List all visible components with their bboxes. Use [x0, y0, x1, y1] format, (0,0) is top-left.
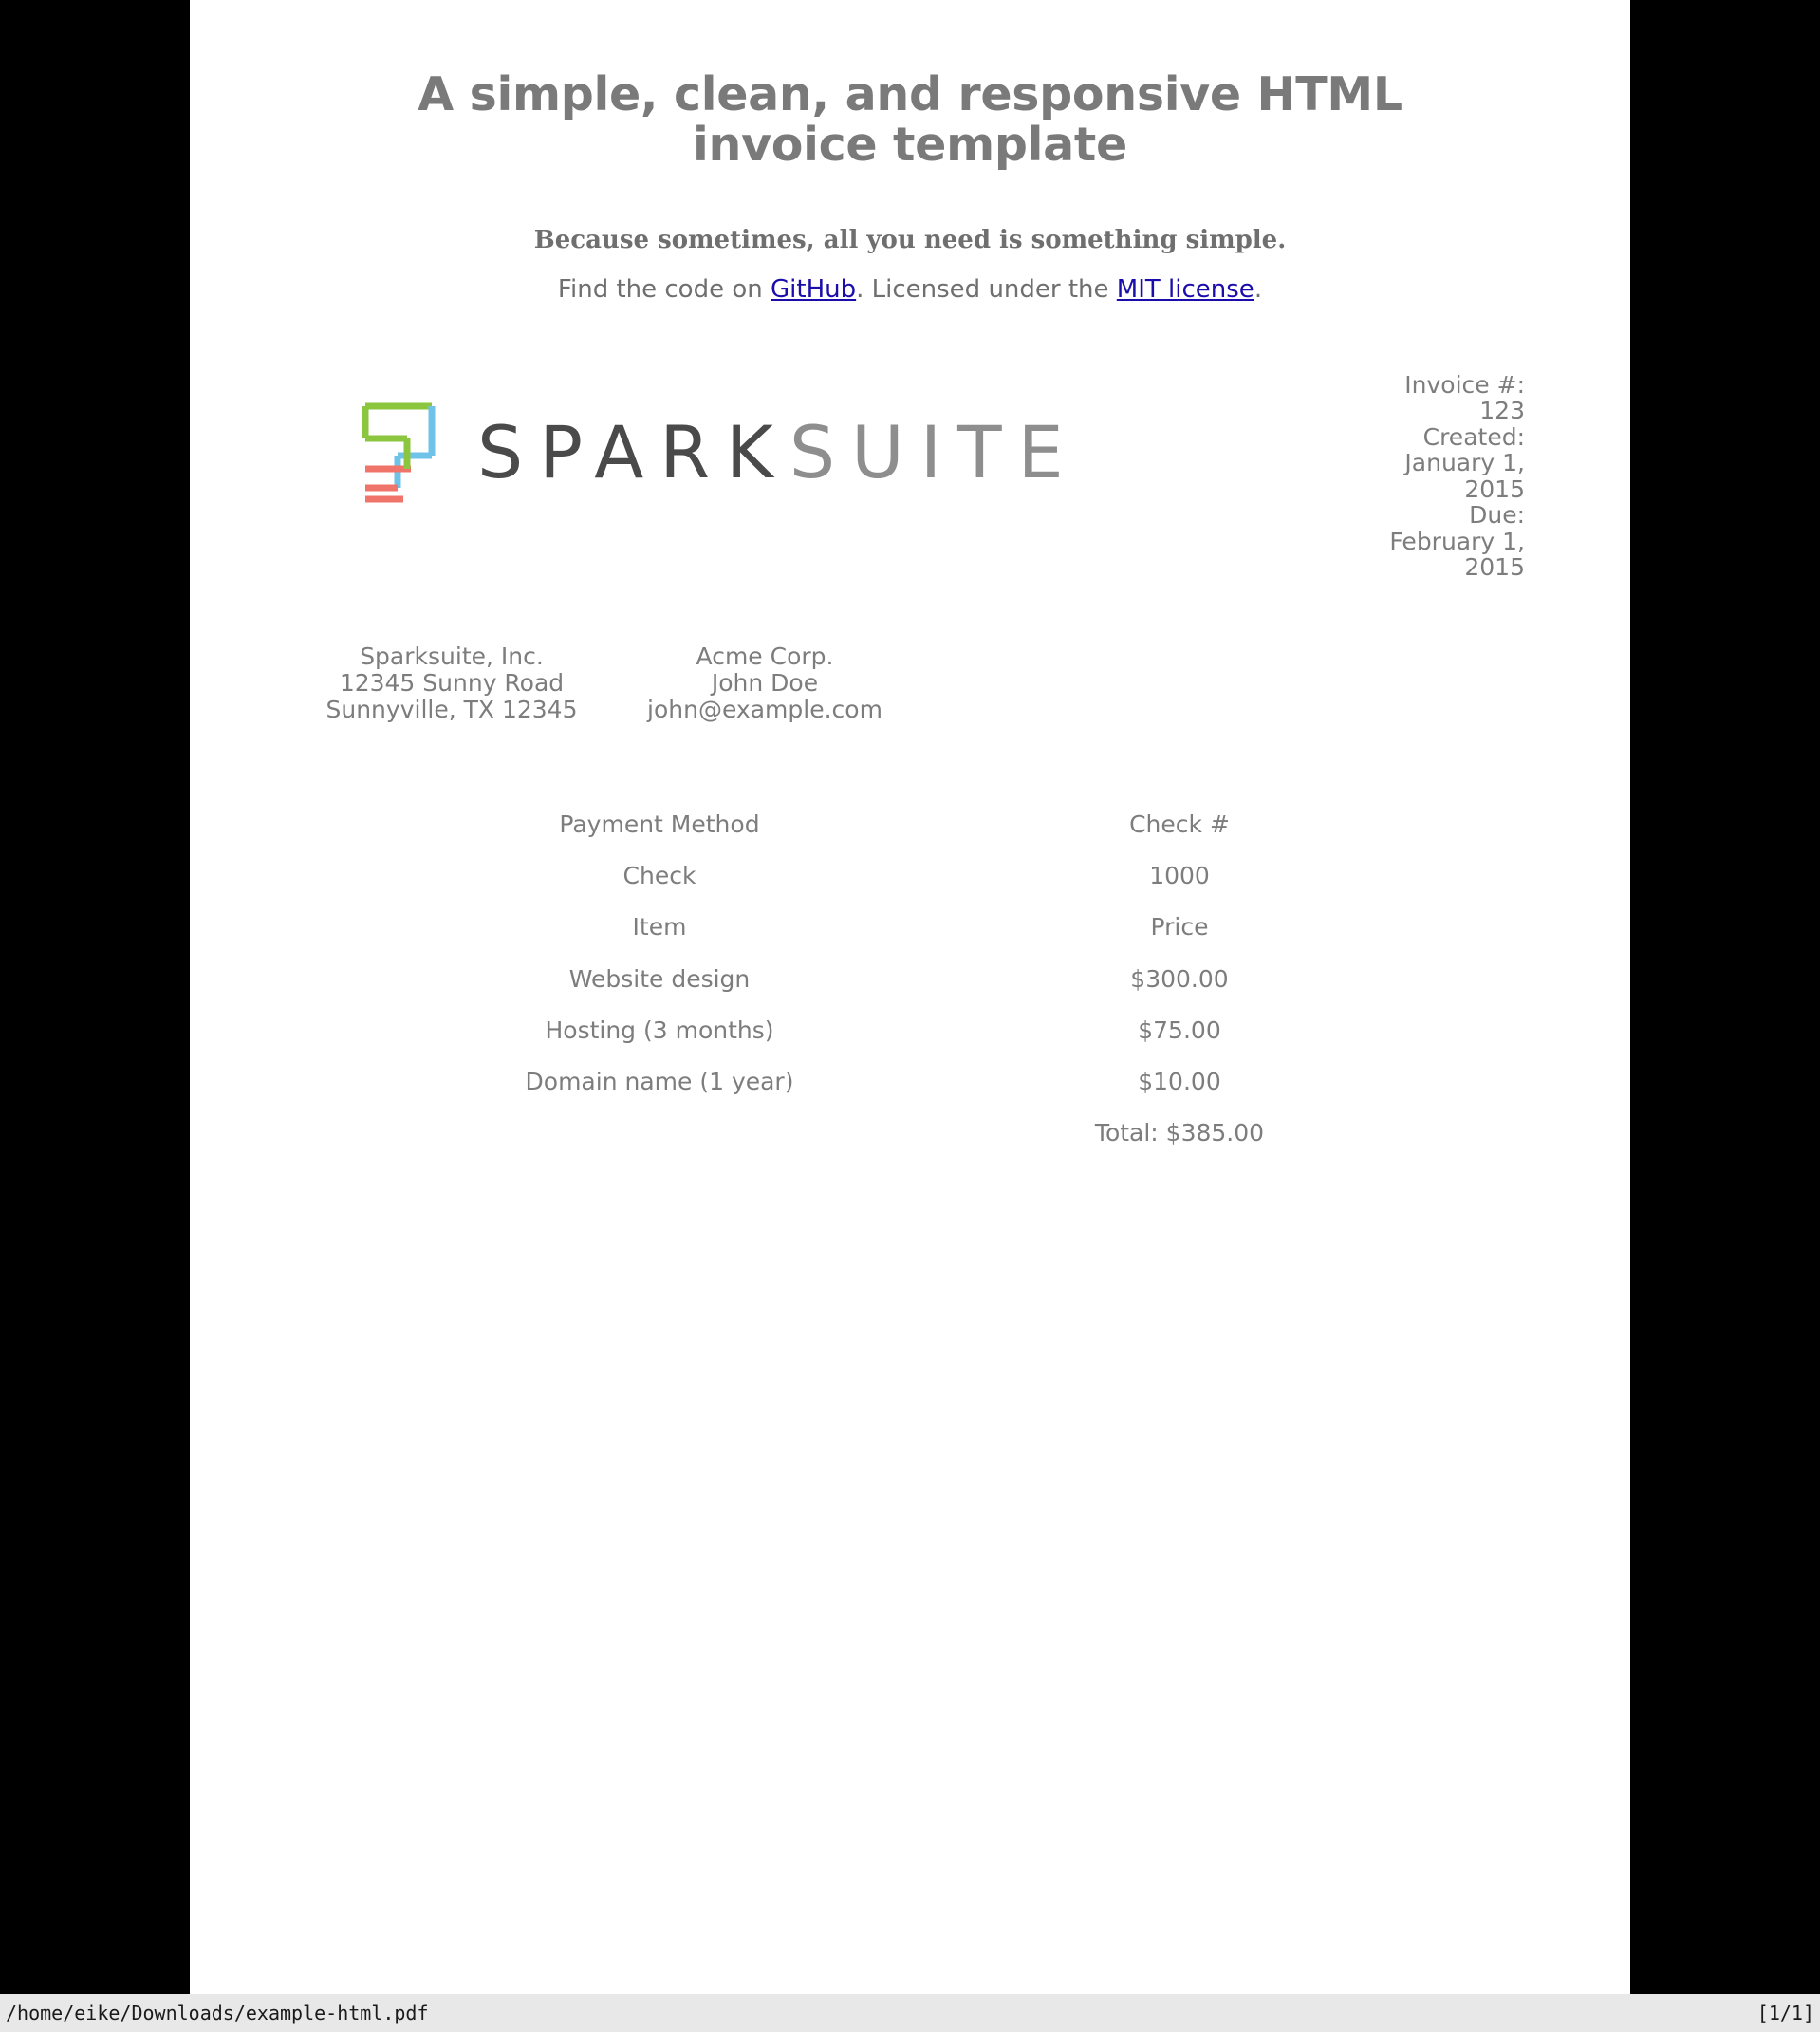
recipient-line-1: Acme Corp. — [696, 642, 834, 670]
sparksuite-mark-icon — [358, 401, 439, 505]
viewer-status-bar — [0, 1994, 1820, 2032]
page-title: A simple, clean, and responsive HTML invoice template — [418, 67, 1402, 172]
total-spacer — [295, 1108, 910, 1159]
total-row — [295, 1108, 1525, 1159]
invoice-meta — [1345, 363, 1525, 581]
item-column-header: Item — [632, 913, 687, 941]
tagline: Because sometimes, all you need is something simple. — [533, 225, 1287, 254]
table-row — [295, 1056, 1525, 1108]
find-code-prefix: Find the code on — [557, 274, 771, 304]
sender-line-2: 12345 Sunny Road — [339, 668, 565, 697]
invoice-number-label: Invoice #: — [1404, 370, 1525, 399]
logo-wordmark — [477, 409, 1080, 494]
payment-value-row — [295, 850, 1525, 902]
file-path: /home/eike/Downloads/example-html.pdf — [6, 2002, 429, 2024]
table-row — [295, 1005, 1525, 1056]
due-label: Due: — [1469, 501, 1525, 530]
invoice-number-value: 123 — [1479, 397, 1525, 425]
price-column-header: Price — [1150, 913, 1209, 941]
item-price: $10.00 — [1138, 1068, 1221, 1096]
items-header-row — [295, 902, 1525, 953]
find-code-line — [190, 275, 1630, 304]
invoice-box — [295, 304, 1525, 1160]
due-value: February 1, 2015 — [1389, 527, 1525, 582]
sender-line-3: Sunnyville, TX 12345 — [325, 695, 578, 723]
sender-address — [295, 643, 608, 723]
check-number-value: 1000 — [1149, 862, 1210, 890]
invoice-header-row — [295, 363, 1525, 581]
logo-wordmark-dim: SUITE — [789, 409, 1080, 494]
item-name: Website design — [568, 964, 751, 993]
find-code-middle: . Licensed under the — [856, 274, 1117, 304]
created-value: January 1, 2015 — [1404, 449, 1525, 503]
table-row — [295, 954, 1525, 1005]
sparksuite-logo — [358, 401, 1080, 505]
intro-section — [190, 0, 1630, 304]
created-label: Created: — [1422, 422, 1525, 451]
address-row — [295, 643, 1525, 723]
find-code-suffix: . — [1254, 274, 1263, 304]
item-name: Domain name (1 year) — [525, 1068, 794, 1096]
logo-wordmark-dark: SPARK — [477, 409, 789, 494]
recipient-address — [608, 643, 921, 723]
payment-method-header: Payment Method — [559, 810, 760, 838]
mit-license-link[interactable]: MIT license — [1116, 274, 1254, 304]
recipient-line-3: john@example.com — [647, 695, 882, 723]
payment-header-row — [295, 799, 1525, 850]
page-indicator: [1/1] — [1756, 2002, 1814, 2024]
item-price: $300.00 — [1130, 964, 1229, 993]
recipient-line-2: John Doe — [711, 668, 819, 697]
item-price: $75.00 — [1138, 1016, 1221, 1044]
github-link[interactable]: GitHub — [771, 274, 857, 304]
payment-method-value: Check — [622, 862, 696, 890]
item-name: Hosting (3 months) — [545, 1016, 774, 1044]
document-content — [190, 0, 1630, 1160]
document-page — [190, 0, 1630, 1994]
sender-line-1: Sparksuite, Inc. — [360, 642, 544, 670]
logo-cell — [295, 363, 1080, 505]
invoice-table — [295, 799, 1525, 1160]
total-value: Total: $385.00 — [1094, 1119, 1265, 1147]
check-number-header: Check # — [1129, 810, 1230, 838]
